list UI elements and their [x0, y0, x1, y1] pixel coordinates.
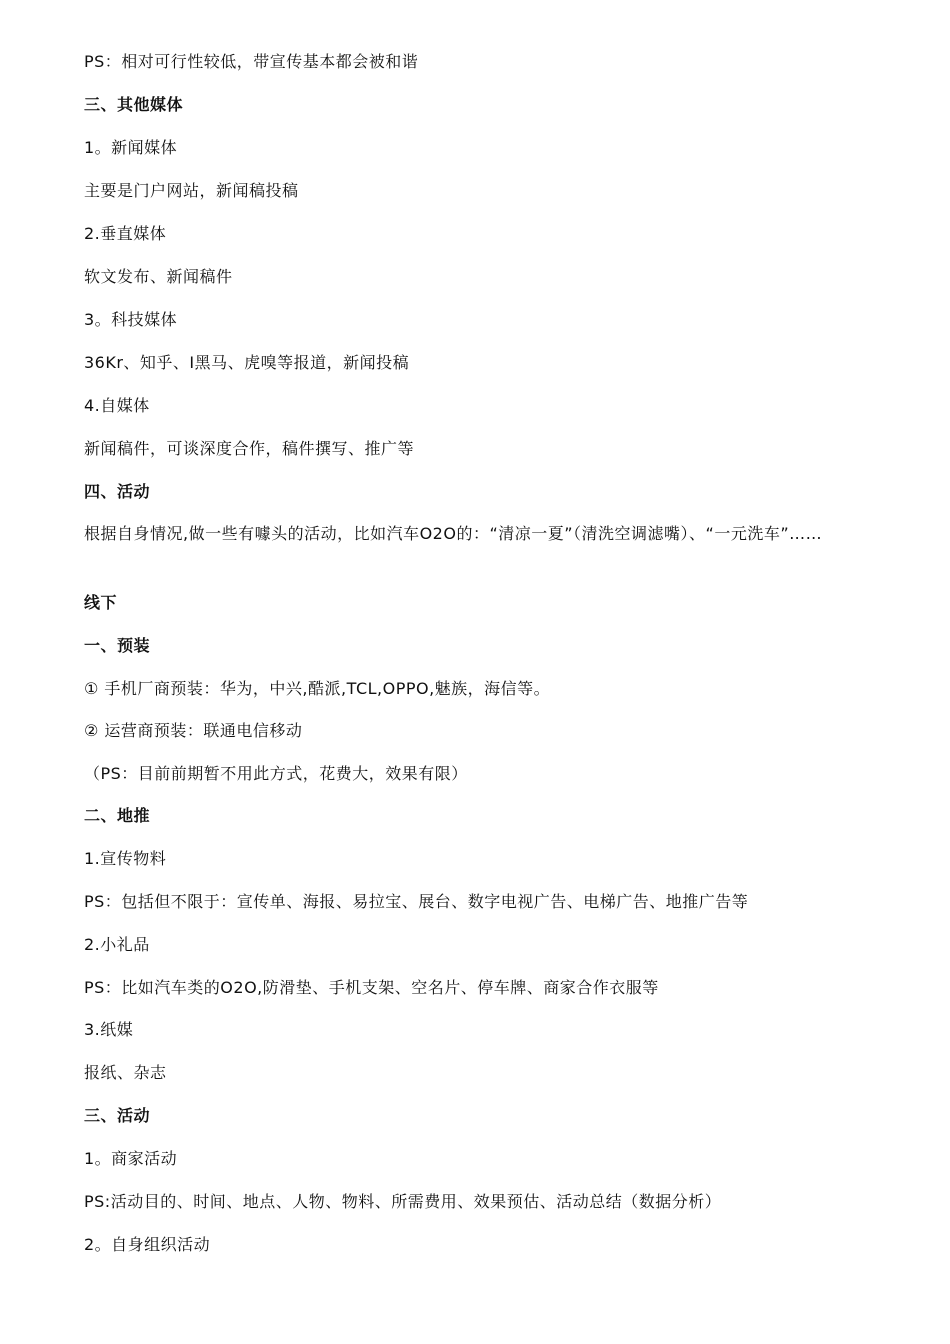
- section-heading: 三、其他媒体: [84, 95, 184, 114]
- subheading: 2.小礼品: [84, 935, 150, 954]
- text-line: 软文发布、新闻稿件: [84, 267, 233, 286]
- text-line: 报纸、杂志: [84, 1063, 167, 1082]
- subheading: 1.宣传物料: [84, 849, 167, 868]
- text-line: 主要是门户网站，新闻稿投稿: [84, 181, 299, 200]
- text-line: PS:活动目的、时间、地点、人物、物料、所需费用、效果预估、活动总结（数据分析）: [84, 1192, 722, 1211]
- text-line: 新闻稿件，可谈深度合作，稿件撰写、推广等: [84, 439, 415, 458]
- section-heading: 四、活动: [84, 482, 151, 501]
- subheading: 4.自媒体: [84, 396, 150, 415]
- list-item: ② 运营商预装：联通电信移动: [84, 721, 303, 740]
- text-line: 36Kr、知乎、I黑马、虎嗅等报道，新闻投稿: [84, 353, 410, 372]
- section-heading: 二、地推: [84, 806, 151, 825]
- text-line: PS：相对可行性较低，带宣传基本都会被和谐: [84, 52, 419, 71]
- section-heading: 三、活动: [84, 1106, 151, 1125]
- section-heading: 线下: [84, 593, 118, 612]
- subheading: 3。科技媒体: [84, 310, 178, 329]
- subheading: 2.垂直媒体: [84, 224, 167, 243]
- text-line: （PS：目前前期暂不用此方式，花费大，效果有限）: [84, 764, 468, 783]
- section-heading: 一、预装: [84, 636, 151, 655]
- text-line: PS：包括但不限于：宣传单、海报、易拉宝、展台、数字电视广告、电梯广告、地推广告等: [84, 892, 749, 911]
- subheading: 1。新闻媒体: [84, 138, 178, 157]
- text-line: PS：比如汽车类的O2O,防滑垫、手机支架、空名片、停车牌、商家合作衣服等: [84, 978, 659, 997]
- subheading: 1。商家活动: [84, 1149, 178, 1168]
- paragraph: 根据自身情况,做一些有噱头的活动，比如汽车O2O的：“清凉一夏”（清洗空调滤嘴）、“一元洗车”……: [84, 524, 823, 543]
- subheading: 2。自身组织活动: [84, 1235, 211, 1254]
- list-item: ① 手机厂商预装：华为，中兴,酷派,TCL,OPPO,魅族，海信等。: [84, 679, 551, 698]
- subheading: 3.纸媒: [84, 1020, 134, 1039]
